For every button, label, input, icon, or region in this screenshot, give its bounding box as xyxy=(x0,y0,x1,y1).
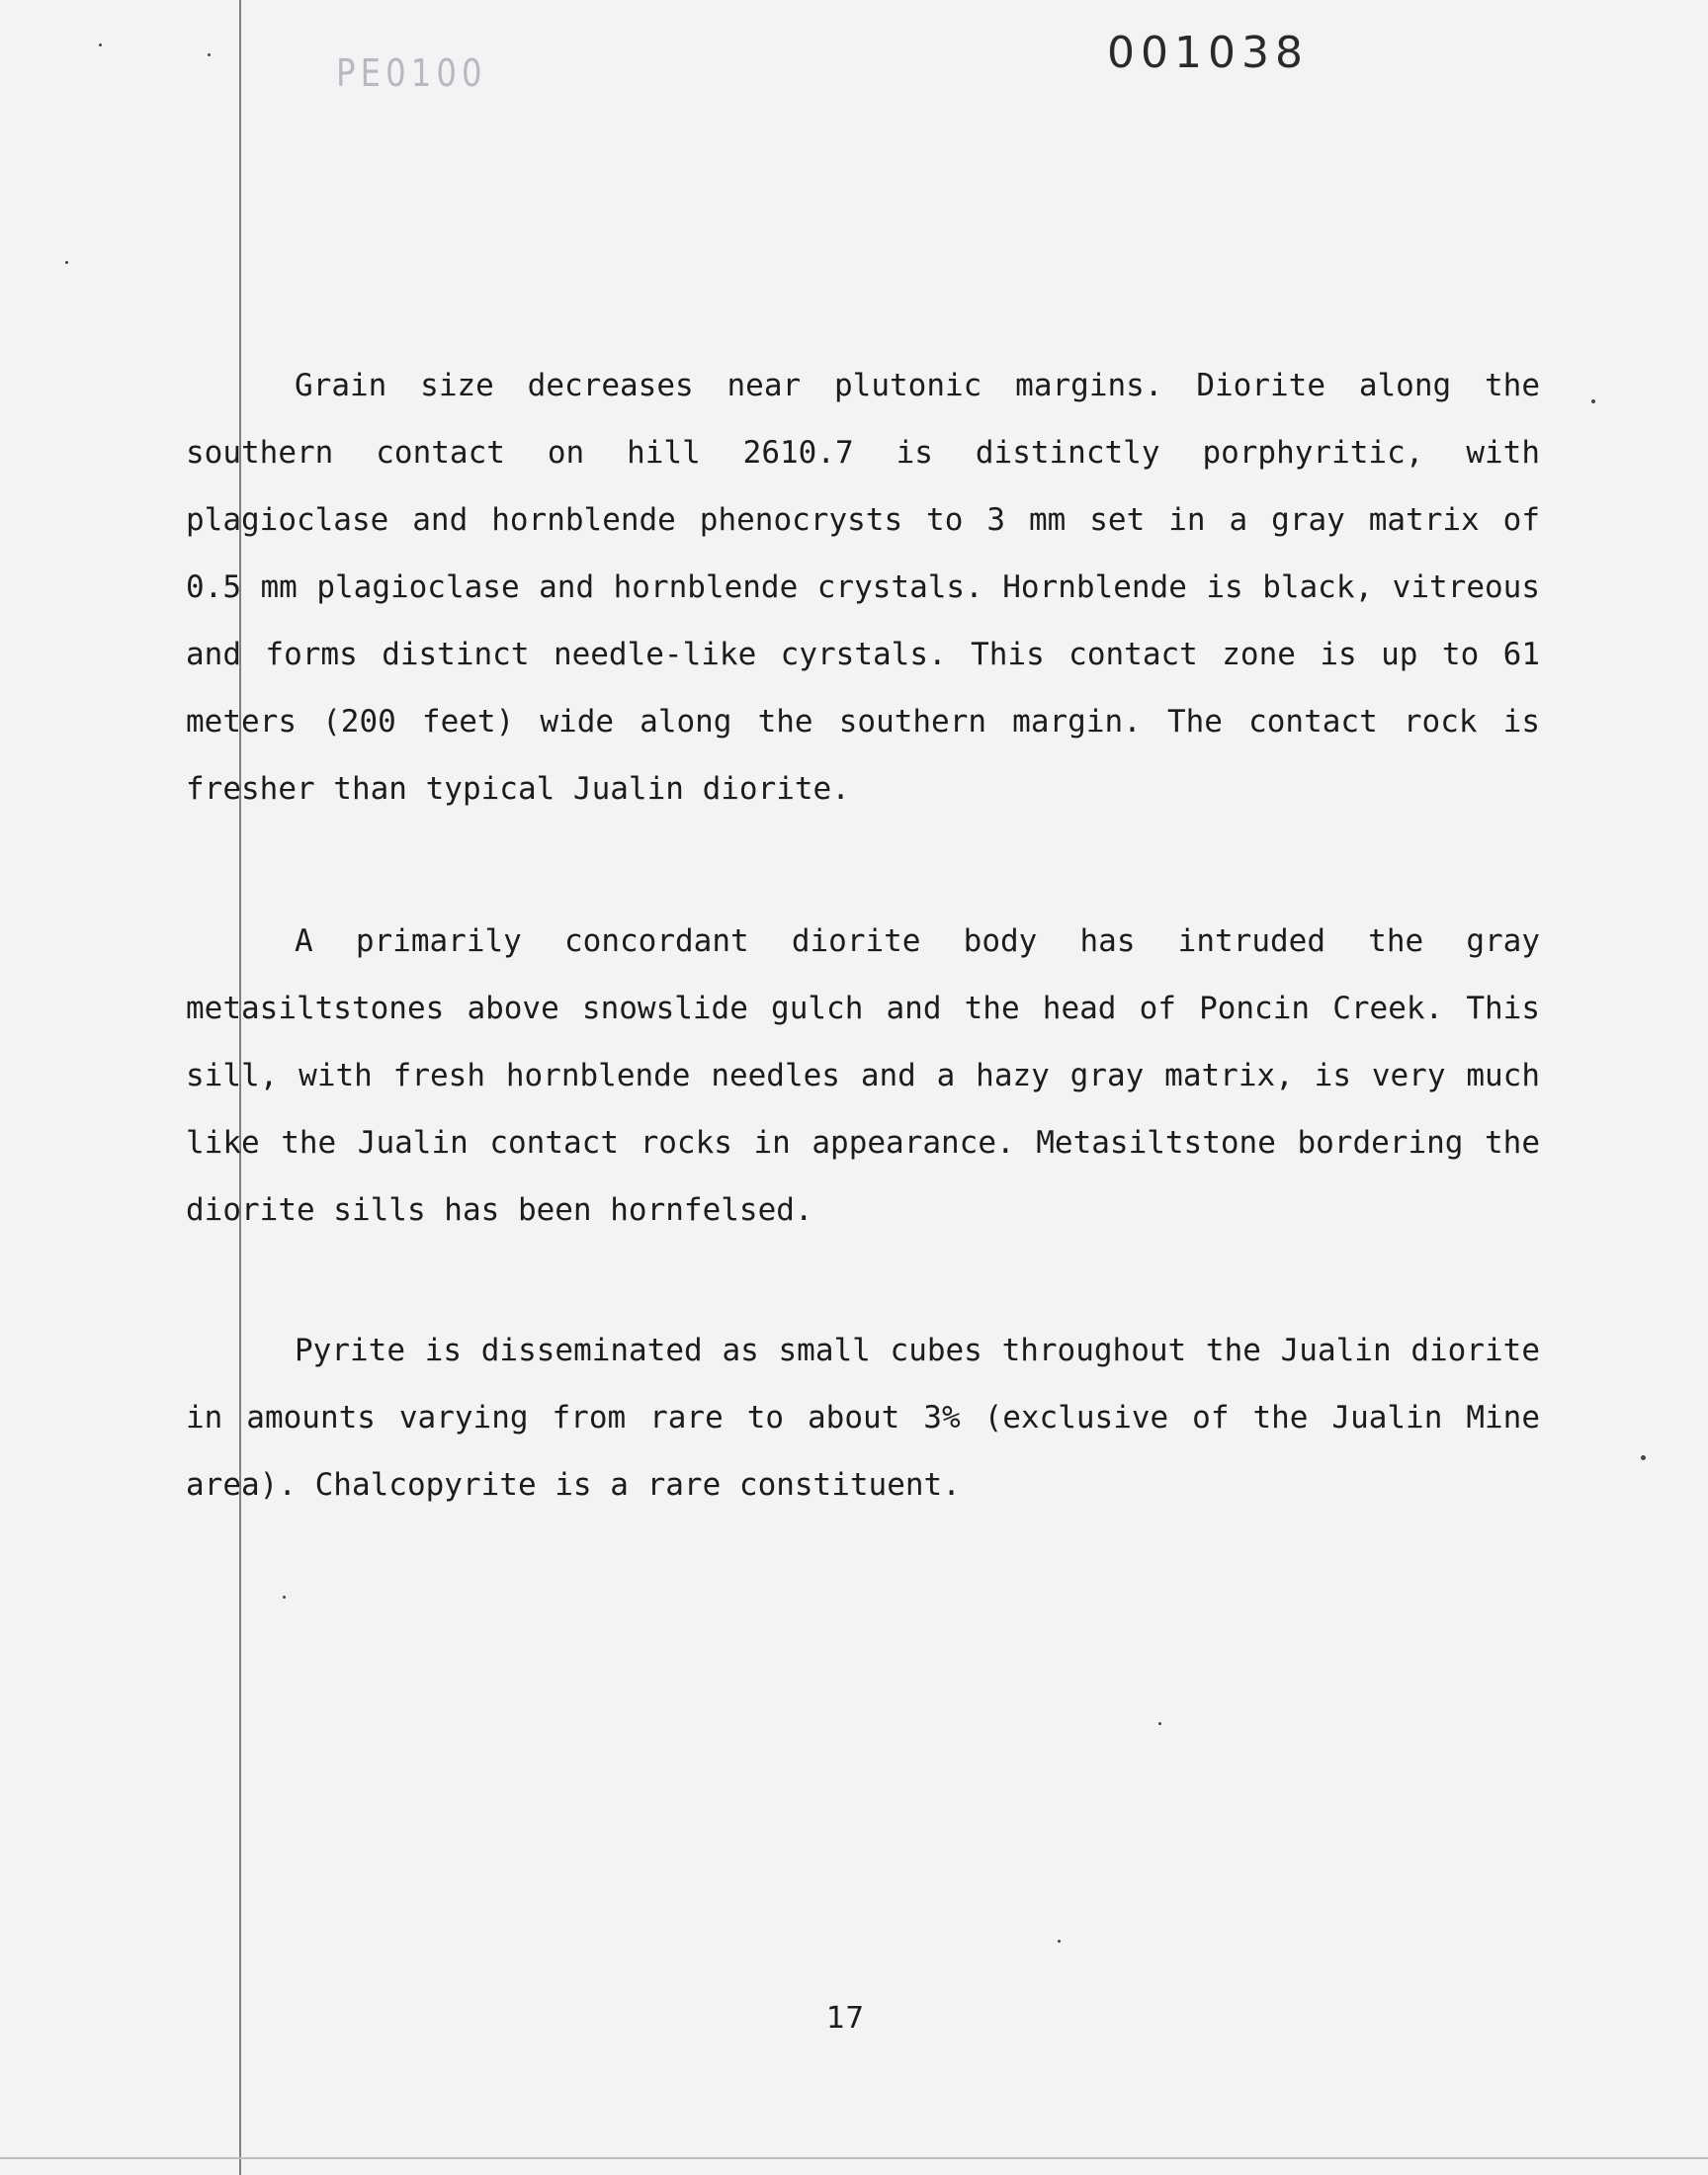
ghost-stamp: PE0100 xyxy=(336,51,487,95)
scan-speck xyxy=(65,261,68,264)
scan-speck xyxy=(1158,1722,1161,1725)
paragraph-2: A primarily concordant diorite body has intruded the gray metasiltstones above snowslide gulch and the head of Poncin Creek. This sill, with fresh hornblende needles and a hazy gray matrix, is very much like the Jualin contact rocks in appearance. Metasiltstone bordering the diorite sills has been hornfelsed. xyxy=(186,923,1540,1228)
scan-speck xyxy=(1641,1455,1646,1460)
scan-speck xyxy=(283,1596,286,1599)
scan-speck xyxy=(208,53,211,56)
paragraph-3: Pyrite is disseminated as small cubes throughout the Jualin diorite in amounts varying from rare to about 3% (exclusive of the Jualin Mine area). Chalcopyrite is a rare constituent. xyxy=(186,1333,1540,1503)
document-number: 001038 xyxy=(1107,28,1309,78)
page-number: 17 xyxy=(826,2001,865,2036)
page-bottom-edge xyxy=(0,2157,1708,2159)
paragraph-1: Grain size decreases near plutonic margins. Diorite along the southern contact on hill 2610.7 is distinctly porphyritic, with plagioclase and hornblende phenocrysts to 3 mm set in a gray matrix of 0.5 mm plagioclase and hornblende crystals. Hornblende is black, vitreous and forms distinct needle-like cyrstals. This contact zone is up to 61 meters (200 feet) wide along the southern margin. The contact rock is fresher than typical Jualin diorite. xyxy=(186,368,1540,807)
scan-speck xyxy=(1591,399,1595,403)
scan-speck xyxy=(1058,1940,1061,1943)
scan-speck xyxy=(99,44,102,46)
